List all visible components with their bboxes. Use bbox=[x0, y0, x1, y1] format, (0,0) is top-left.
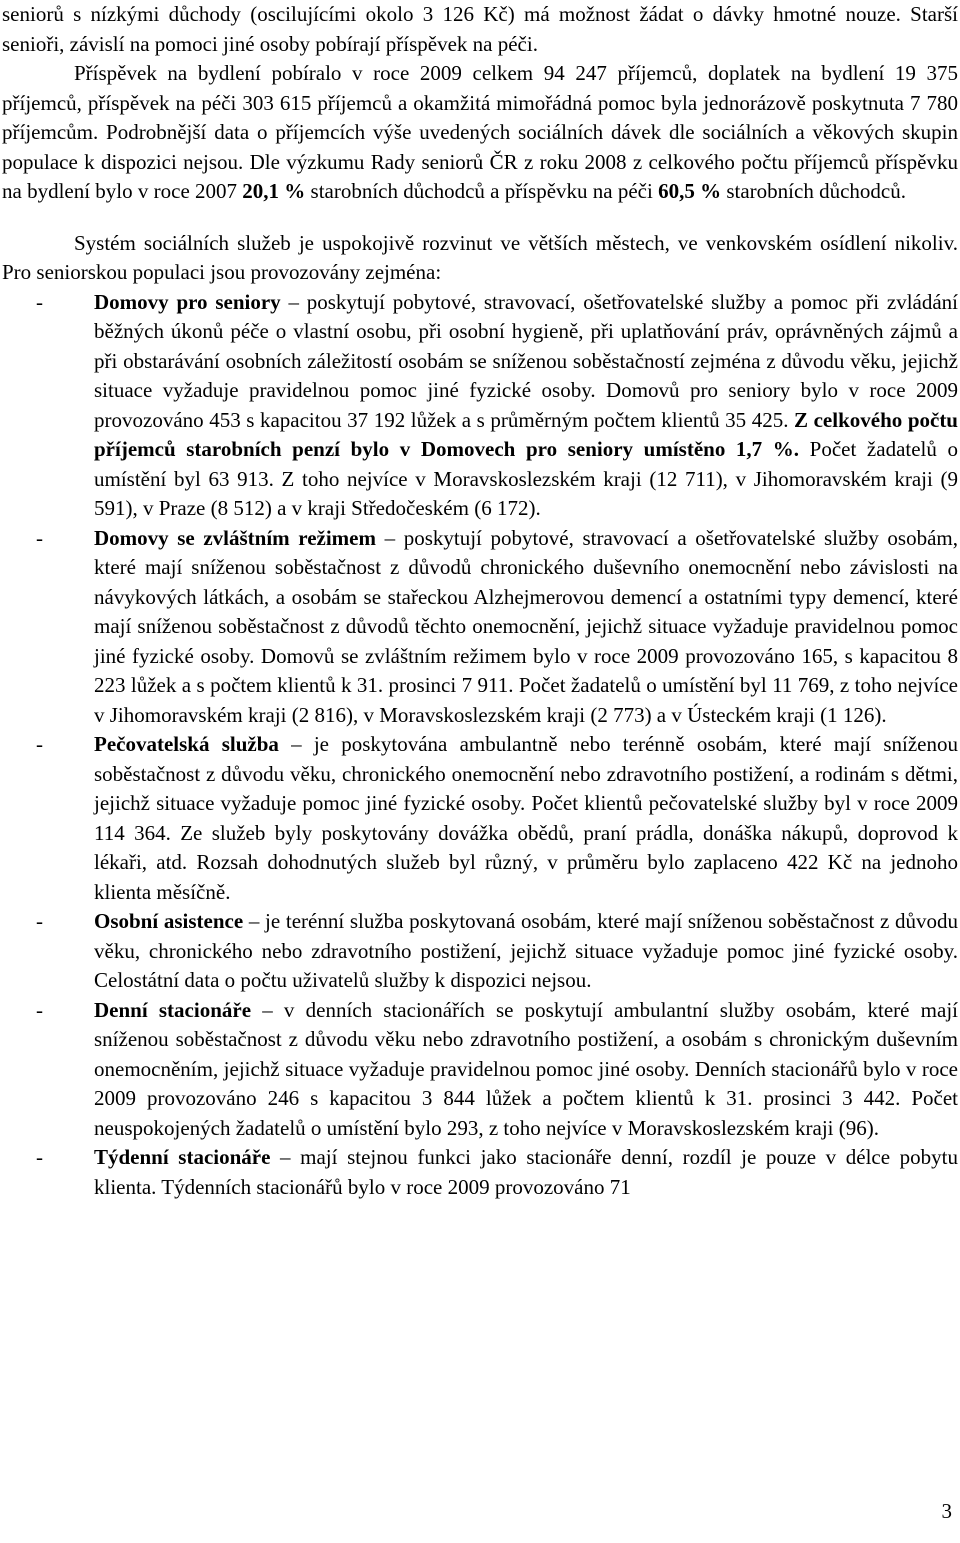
intro-paragraph-2-text-c: starobních důchodců. bbox=[721, 179, 906, 203]
list-item-text: – mají stejnou funkci jako stacionáře denní, rozdíl je pouze v délce pobytu klienta. Týdenních stacionářů bylo v roce 2009 provozováno 71 bbox=[94, 1145, 958, 1199]
list-item-title: Týdenní stacionáře bbox=[94, 1145, 271, 1169]
list-item-title: Pečovatelská služba bbox=[94, 732, 279, 756]
list-item-bold-text: Z celkového počtu příjemců starobních penzí bylo v Domovech pro seniory umístěno 1,7 %. bbox=[94, 407, 958, 461]
list-item-title: Denní stacionáře bbox=[94, 997, 252, 1022]
list-dash: - bbox=[36, 1145, 43, 1169]
intro-paragraph-3: Systém sociálních služeb je uspokojivě rozvinut ve větších městech, ve venkovském osídlení nikoliv. Pro seniorskou populaci jsou provozovány zejména: bbox=[2, 230, 958, 284]
list-item-pecovatelska-sluzba bbox=[2, 730, 958, 907]
list-item-osobni-asistence bbox=[2, 907, 958, 996]
list-item-text: – je poskytována ambulantně nebo terénně osobám, které mají sníženou soběstačnost z důvodu věku, chronického onemocnění nebo zdravotního postižení, a rodinám s dětmi, jejichž situace vyžaduje pomoc jiné fyzické osoby. Počet klientů pečovatelské služby byl v roce 2009 114 364. Ze služeb byly poskytovány dovážka obědů, praní prádla, donáška nákupů, doprovod k lékaři, atd. Rozsah dohodnutých služeb byl různý, v průměru bylo zaplaceno 422 Kč na jednoho klienta měsíčně. bbox=[94, 732, 959, 904]
list-item-domovy-se-zvlastnim-rezimem bbox=[2, 524, 958, 731]
page-number: 3 bbox=[941, 1499, 952, 1523]
list-item-text-continued: Počet žadatelů o umístění byl 63 913. Z toho nejvíce v Moravskoslezském kraji (12 711), v Jihomoravském kraji (9 591), v Praze (8 512) a v kraji Středočeském (6 172). bbox=[94, 437, 959, 520]
list-item-domovy-pro-seniory bbox=[2, 288, 958, 524]
intro-paragraph-2 bbox=[2, 59, 958, 207]
list-dash: - bbox=[36, 997, 43, 1022]
intro-paragraph-2-bold-1: 20,1 % bbox=[242, 179, 306, 203]
intro-paragraph-2-text-b: starobních důchodců a příspěvku na péči bbox=[305, 179, 659, 203]
intro-paragraph-2-bold-2: 60,5 % bbox=[658, 179, 722, 203]
list-item-title: Domovy se zvláštním režimem bbox=[94, 525, 376, 550]
list-item-title: Domovy pro seniory bbox=[94, 289, 281, 314]
list-dash: - bbox=[36, 289, 43, 314]
list-item-text: – poskytují pobytové, stravovací, ošetřovatelské služby a pomoc při zvládání běžných úkonů péče o vlastní osobu, při osobní hygieně, při uplatňování práv, oprávněných zájmů a při obstarávání osobních záležitostí osobám se sníženou soběstačností zejména z důvodu věku, jejichž situace vyžaduje pravidelnou pomoc jiné fyzické osoby. Domovů pro seniory bylo v roce 2009 provozováno 453 s kapacitou 37 192 lůžek a s průměrným počtem klientů 35 425. bbox=[94, 289, 958, 432]
list-item-denni-stacionare bbox=[2, 996, 958, 1144]
list-dash: - bbox=[36, 909, 43, 933]
intro-paragraph-1: seniorů s nízkými důchody (oscilujícími okolo 3 126 Kč) má možnost žádat o dávky hmotné nouze. Starší senioři, závislí na pomoci jiné osoby pobírají příspěvek na péči. bbox=[2, 2, 958, 56]
list-dash: - bbox=[36, 525, 43, 550]
list-item-text: – poskytují pobytové, stravovací a ošetřovatelské služby osobám, které mají sníženou soběstačnost z důvodů chronického duševního onemocnění nebo závislosti na návykových látkách, a osobám se stařeckou Alzhejmerovou demencí a ostatními typy demencí, které mají sníženou soběstačnost z důvodů těchto onemocnění, jejichž situace vyžaduje pravidelnou pomoc jiné fyzické osoby. Domovů se zvláštním režimem bylo v roce 2009 provozováno 165, s kapacitou 8 223 lůžek a s počtem klientů k 31. prosinci 7 911. Počet žadatelů o umístění byl 11 769, z toho nejvíce v Jihomoravském kraji (2 816), v Moravskoslezském kraji (2 773) a v Ústeckém kraji (1 126). bbox=[94, 525, 958, 727]
list-item-title: Osobní asistence bbox=[94, 909, 244, 933]
list-dash: - bbox=[36, 732, 43, 756]
services-list bbox=[2, 288, 958, 1203]
list-item-tydenni-stacionare bbox=[2, 1143, 958, 1202]
intro-paragraph-2-text-a: Příspěvek na bydlení pobíralo v roce 2009 celkem 94 247 příjemců, doplatek na bydlení 19 375 příjemců, příspěvek na péči 303 615 příjemců a okamžitá mimořádná pomoc byla jednorázově poskytnuta 7 780 příjemcům. Podrobnější data o příjemcích výše uvedených sociálních dávek dle sociálních a věkových skupin populace k dispozici nejsou. Dle výzkumu Rady seniorů ČR z roku 2008 z celkového počtu příjemců příspěvku na bydlení bylo v roce 2007 bbox=[2, 61, 958, 203]
list-item-text: – v denních stacionářích se poskytují ambulantní služby osobám, které mají sníženou soběstačnost z důvodu věku nebo zdravotního postižení, a osobám s chronickým duševním onemocněním, jejichž situace vyžaduje pravidelnou pomoc jiné osoby. Denních stacionářů bylo v roce 2009 provozováno 246 s kapacitou 3 844 lůžek a počtem klientů k 31. prosinci 3 442. Počet neuspokojených žadatelů o umístění bylo 293, z toho nejvíce v Moravskoslezském kraji (96). bbox=[94, 997, 958, 1140]
list-item-text: – je terénní služba poskytovaná osobám, které mají sníženou soběstačnost z důvodu věku, chronického nebo zdravotního postižení, jejichž situace vyžaduje pomoc jiné fyzické osoby. Celostátní data o počtu uživatelů služby k dispozici nejsou. bbox=[94, 909, 958, 992]
